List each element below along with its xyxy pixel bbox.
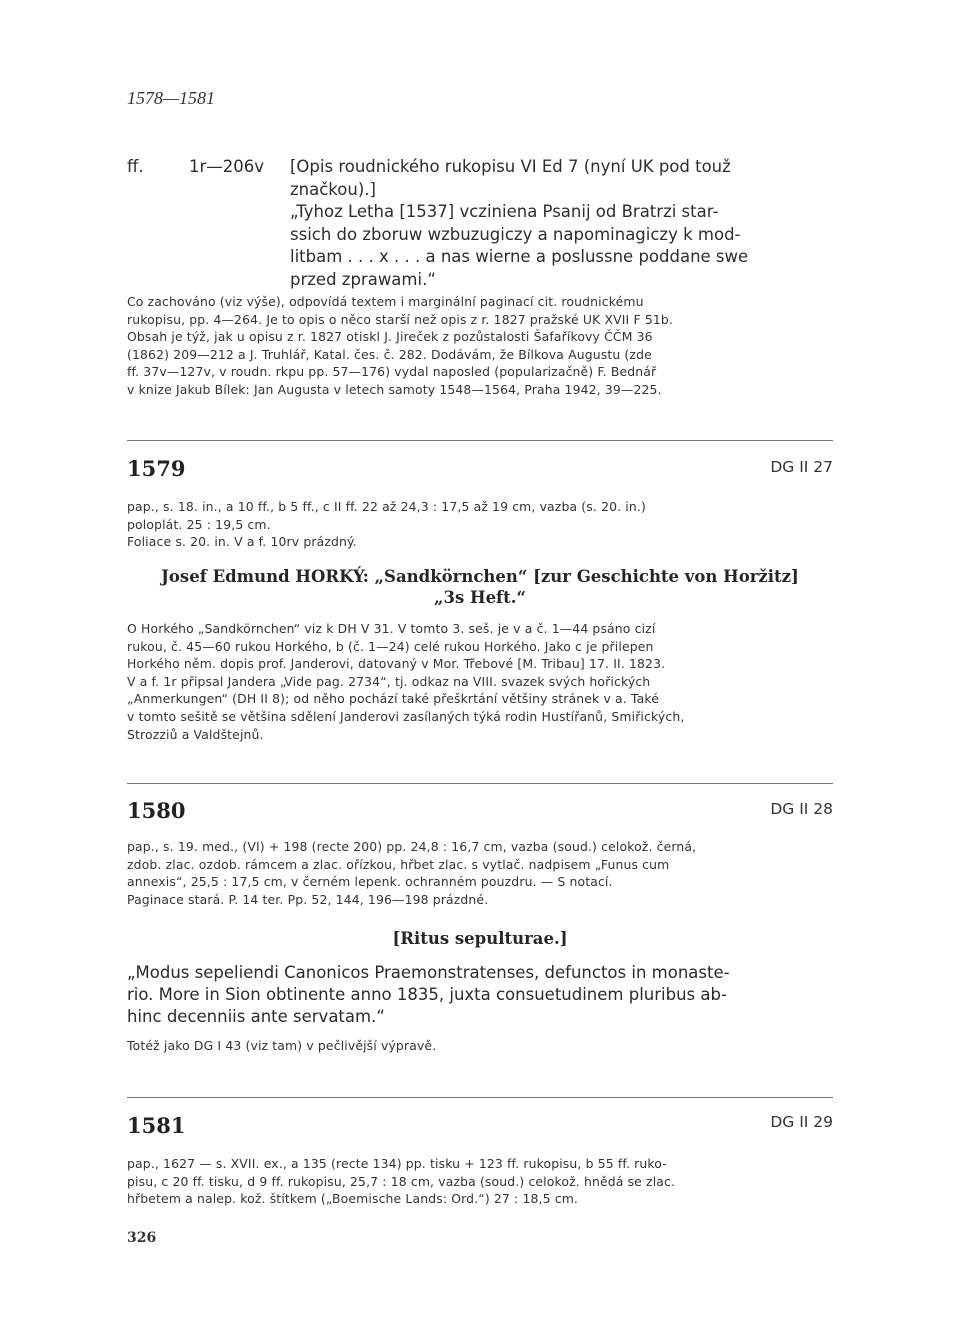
description-line: poloplát. 25 : 19,5 cm. (127, 516, 271, 532)
entry-description (127, 838, 837, 908)
notes-line: v tomto sešitě se většina sdělení Janderovi zasílaných týká rodin Hustířanů, Smiřických, (127, 708, 685, 724)
entry-notes (127, 620, 837, 743)
shelfmark: DG II 29 (770, 1113, 833, 1131)
notes-line: Horkého něm. dopis prof. Janderovi, datovaný v Mor. Třebové [M. Tribau] 17. II. 1823. (127, 656, 666, 672)
description-line: hřbetem a nalep. kož. štítkem („Boemische Lands: Ord.“) 27 : 18,5 cm. (127, 1191, 579, 1207)
section-divider (127, 1097, 833, 1098)
section-divider (127, 440, 833, 441)
entry-heading (100, 566, 860, 608)
entry-notes (127, 1037, 837, 1055)
shelfmark: DG II 28 (770, 800, 833, 818)
note-line: ff. 37v—127v, v roudn. rkpu pp. 57—176) vydal naposled (popularizačně) F. Bednář (127, 364, 657, 380)
section-divider (127, 783, 833, 784)
entry-quote (127, 962, 837, 1028)
entry-description (127, 1155, 837, 1208)
ff-line: przed zprawami.“ (290, 269, 436, 289)
note-1578 (127, 293, 837, 399)
entry-number: 1581 (127, 1113, 186, 1138)
notes-line: Strozziů a Valdštejnů. (127, 726, 264, 742)
note-line: v knize Jakub Bílek: Jan Augusta v letech samoty 1548—1564, Praha 1942, 39—225. (127, 381, 662, 397)
note-line: rukopisu, pp. 4—264. Je to opis o něco starší než opis z r. 1827 pražské UK XVII F 51b. (127, 311, 673, 327)
description-line: Paginace stará. P. 14 ter. Pp. 52, 144, 196—198 prázdné. (127, 891, 489, 907)
heading-line: „3s Heft.“ (433, 588, 527, 607)
notes-line: Totéž jako DG I 43 (viz tam) v pečlivější výpravě. (127, 1038, 437, 1053)
page-number: 326 (127, 1230, 157, 1246)
notes-line: „Anmerkungen“ (DH II 8); od něho pochází také přeškrtání většiny stránek v a. Také (127, 691, 659, 707)
notes-line: V a f. 1r připsal Jandera „Vide pag. 2734“, tj. odkaz na VIII. svazek svých hořických (127, 673, 651, 689)
entry-number: 1579 (127, 456, 186, 481)
entry-heading (100, 929, 860, 948)
quote-line: rio. More in Sion obtinente anno 1835, juxta consuetudinem pluribus ab- (127, 985, 727, 1004)
note-line: (1862) 209—212 a J. Truhlář, Katal. čes. č. 282. Dodávám, že Bílkova Augustu (zde (127, 346, 652, 362)
page-range-title: 1578—1581 (127, 88, 216, 108)
ff-range: 1r—206v (189, 157, 265, 176)
description-line: pisu, c 20 ff. tisku, d 9 ff. rukopisu, 25,7 : 18 cm, vazba (soud.) celokož. hnědá se zlac. (127, 1173, 676, 1189)
quote-line: „Modus sepeliendi Canonicos Praemonstratenses, defunctos in monaste- (127, 963, 730, 982)
description-line: pap., 1627 — s. XVII. ex., a 135 (recte 134) pp. tisku + 123 ff. rukopisu, b 55 ff. ruko- (127, 1156, 667, 1171)
notes-line: rukou, č. 45—60 rukou Horkého, b (č. 1—24) celé rukou Horkého. Jako c je přilepen (127, 638, 654, 654)
description-line: pap., s. 19. med., (VI) + 198 (recte 200) pp. 24,8 : 16,7 cm, vazba (soud.) celokož. černá, (127, 839, 697, 854)
description-line: Foliace s. 20. in. V a f. 10rv prázdný. (127, 534, 357, 550)
quote-line: hinc decenniis ante servatam.“ (127, 1007, 385, 1026)
ff-line: litbam . . . x . . . a nas wierne a poslussne poddane swe (290, 247, 749, 266)
ff-line: [Opis roudnického rukopisu VI Ed 7 (nyní UK pod touž (290, 157, 731, 176)
description-line: zdob. zlac. ozdob. rámcem a zlac. ořízkou, hřbet zlac. s vytlač. nadpisem „Funus cum (127, 856, 670, 872)
entry-number: 1580 (127, 798, 186, 823)
ff-description (290, 156, 835, 291)
ff-label: ff. (127, 157, 144, 176)
entry-description (127, 498, 837, 551)
shelfmark: DG II 27 (770, 458, 833, 476)
description-line: annexis“, 25,5 : 17,5 cm, v černém lepenk. ochranném pouzdru. — S notací. (127, 874, 613, 890)
description-line: pap., s. 18. in., a 10 ff., b 5 ff., c II ff. 22 až 24,3 : 17,5 až 19 cm, vazba (s. 20. in.) (127, 499, 646, 514)
ff-line: „Tyhoz Letha [1537] vcziniena Psanij od Bratrzi star- (290, 202, 719, 221)
note-line: Co zachováno (viz výše), odpovídá textem i marginální paginací cit. roudnickému (127, 294, 644, 309)
notes-line: O Horkého „Sandkörnchen“ viz k DH V 31. V tomto 3. seš. je v a č. 1—44 psáno cizí (127, 621, 656, 636)
heading-line: Josef Edmund HORKÝ: „Sandkörnchen“ [zur Geschichte von Horžitz] (161, 567, 799, 586)
ff-line: značkou).] (290, 179, 376, 199)
heading-line: [Ritus sepulturae.] (392, 929, 568, 948)
note-line: Obsah je týž, jak u opisu z r. 1827 otiskl J. Jireček z pozůstalosti Šafaříkovy ČČM 36 (127, 329, 653, 345)
ff-line: ssich do zboruw wzbuzugiczy a napominagiczy k mod- (290, 224, 741, 244)
